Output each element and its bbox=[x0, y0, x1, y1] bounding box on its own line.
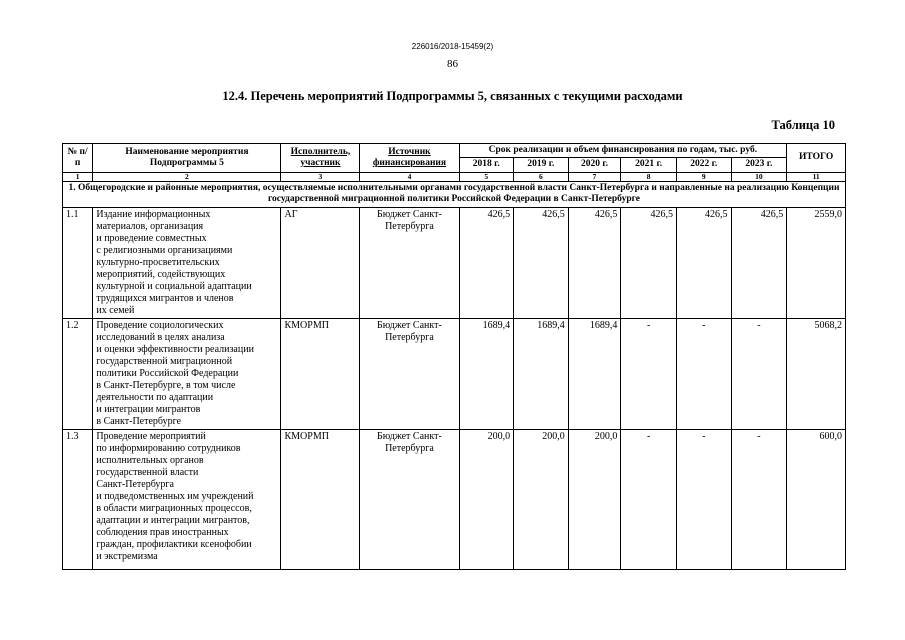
page-number: 86 bbox=[447, 58, 458, 70]
executor: АГ bbox=[281, 207, 360, 318]
funding-source: Бюджет Санкт-Петербурга bbox=[360, 318, 459, 429]
column-number: 8 bbox=[621, 172, 677, 181]
activity-name: Издание информационных материалов, организация и проведение совместных с религиозными организациями культурно-просветительских мероприятий, содействующих культурной и социальной адаптации трудящихся мигрантов и членов их семей bbox=[93, 207, 281, 318]
year-value: 426,5 bbox=[459, 207, 514, 318]
year-value: 1689,4 bbox=[459, 318, 514, 429]
year-value: - bbox=[731, 429, 787, 569]
column-number: 4 bbox=[360, 172, 459, 181]
row-number: 1.3 bbox=[63, 429, 93, 569]
header-num: № п/п bbox=[63, 144, 93, 173]
funding-source: Бюджет Санкт-Петербурга bbox=[360, 429, 459, 569]
row-number: 1.2 bbox=[63, 318, 93, 429]
row-total: 2559,0 bbox=[787, 207, 846, 318]
year-value: - bbox=[621, 429, 677, 569]
header-total: ИТОГО bbox=[787, 144, 846, 173]
column-number: 7 bbox=[568, 172, 621, 181]
funding-source: Бюджет Санкт-Петербурга bbox=[360, 207, 459, 318]
header-year: 2019 г. bbox=[514, 158, 569, 172]
row-total: 5068,2 bbox=[787, 318, 846, 429]
year-value: - bbox=[676, 429, 731, 569]
column-number: 3 bbox=[281, 172, 360, 181]
activities-table bbox=[62, 143, 846, 570]
header-source: Источник финансирования bbox=[360, 144, 459, 173]
year-value: 426,5 bbox=[568, 207, 621, 318]
row-total: 600,0 bbox=[787, 429, 846, 569]
column-number: 11 bbox=[787, 172, 846, 181]
column-number: 10 bbox=[731, 172, 787, 181]
activity-name: Проведение социологических исследований в целях анализа и оценки эффективности реализации государственной миграционной политики Российской Федерации в Санкт-Петербурге, в том числе деятельности по адаптации и интеграции мигрантов в Санкт-Петербурге bbox=[93, 318, 281, 429]
year-value: - bbox=[731, 318, 787, 429]
activity-name: Проведение мероприятий по информированию сотрудников исполнительных органов государственной власти Санкт-Петербурга и подведомственных им учреждений в области миграционных процессов, адаптации и интеграции мигрантов, соблюдения прав иностранных граждан, профилактики ксенофобии и экстремизма bbox=[93, 429, 281, 569]
header-year: 2023 г. bbox=[731, 158, 787, 172]
year-value: 426,5 bbox=[731, 207, 787, 318]
table-label: Таблица 10 bbox=[771, 118, 835, 132]
executor: КМОРМП bbox=[281, 429, 360, 569]
year-value: 426,5 bbox=[514, 207, 569, 318]
header-year: 2021 г. bbox=[621, 158, 677, 172]
year-value: 1689,4 bbox=[514, 318, 569, 429]
document-id: 226016/2018-15459(2) bbox=[411, 42, 494, 51]
header-year: 2018 г. bbox=[459, 158, 514, 172]
header-name: Наименование мероприятия Подпрограммы 5 bbox=[93, 144, 281, 173]
year-value: 200,0 bbox=[568, 429, 621, 569]
column-number: 5 bbox=[459, 172, 514, 181]
section-heading: 12.4. Перечень мероприятий Подпрограммы 5, связанных с текущими расходами bbox=[222, 89, 683, 103]
section-title: 1. Общегородские и районные мероприятия, осуществляемые исполнительными органами государственной власти Санкт-Петербурга и направленные на реализацию Концепции государственной миграционной политики Российской Федерации в Санкт-Петербурге bbox=[63, 181, 846, 207]
executor: КМОРМП bbox=[281, 318, 360, 429]
year-value: 200,0 bbox=[514, 429, 569, 569]
header-period: Срок реализации и объем финансирования по годам, тыс. руб. bbox=[459, 144, 787, 158]
table-row bbox=[63, 318, 846, 429]
table-row bbox=[63, 429, 846, 569]
year-value: 200,0 bbox=[459, 429, 514, 569]
year-value: 426,5 bbox=[676, 207, 731, 318]
year-value: 1689,4 bbox=[568, 318, 621, 429]
column-number: 6 bbox=[514, 172, 569, 181]
year-value: - bbox=[676, 318, 731, 429]
header-year: 2022 г. bbox=[676, 158, 731, 172]
year-value: 426,5 bbox=[621, 207, 677, 318]
table-row bbox=[63, 207, 846, 318]
year-value: - bbox=[621, 318, 677, 429]
row-number: 1.1 bbox=[63, 207, 93, 318]
column-number: 2 bbox=[93, 172, 281, 181]
header-executor: Исполнитель, участник bbox=[281, 144, 360, 173]
column-number: 1 bbox=[63, 172, 93, 181]
column-number: 9 bbox=[676, 172, 731, 181]
header-year: 2020 г. bbox=[568, 158, 621, 172]
